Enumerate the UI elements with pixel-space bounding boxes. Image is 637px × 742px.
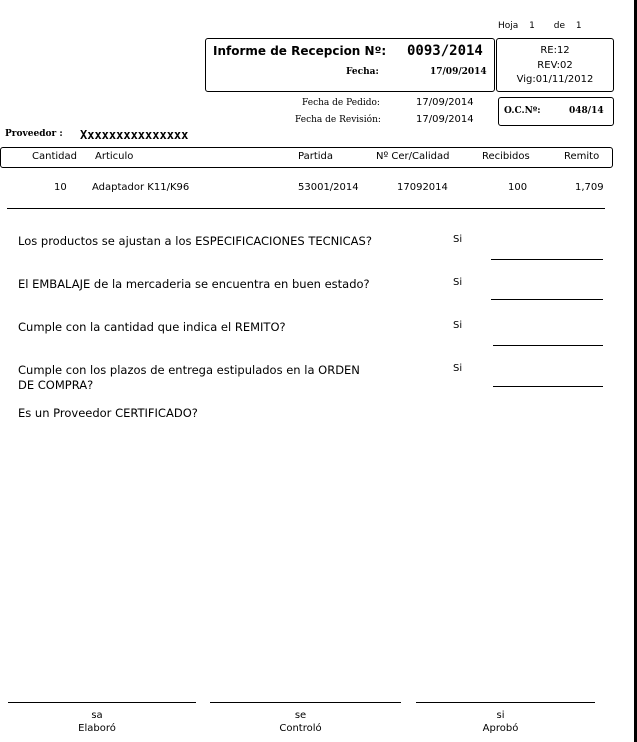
question-plazos: Cumple con los plazos de entrega estipulados en la ORDEN DE COMPRA? bbox=[18, 363, 360, 392]
oc-label: O.C.Nº: bbox=[504, 106, 541, 116]
report-header-box bbox=[205, 38, 495, 92]
signature-line-aprobo bbox=[416, 702, 595, 703]
col-recibidos: Recibidos bbox=[482, 151, 530, 162]
cell-recibidos: 100 bbox=[508, 182, 528, 193]
table-bottom-rule bbox=[7, 208, 605, 209]
fecha-revision-label: Fecha de Revisión: bbox=[295, 115, 381, 125]
cell-certificado: 17092014 bbox=[397, 182, 448, 193]
de-label: de bbox=[553, 21, 566, 31]
answer-line-plazos bbox=[493, 386, 603, 387]
re-code: RE:12 bbox=[540, 45, 570, 56]
answer-line-especificaciones bbox=[491, 259, 603, 260]
signature-initials-aprobo: si bbox=[496, 710, 505, 721]
table-header bbox=[0, 147, 613, 168]
answer-embalaje: Si bbox=[453, 277, 463, 288]
col-articulo: Articulo bbox=[95, 151, 134, 162]
signature-initials-controlo: se bbox=[294, 710, 307, 721]
answer-remito: Si bbox=[453, 320, 463, 331]
answer-plazos: Si bbox=[453, 363, 463, 374]
hoja-number: 1 bbox=[529, 21, 535, 31]
question-certificado: Es un Proveedor CERTIFICADO? bbox=[18, 406, 198, 420]
report-title: Informe de Recepcion Nº: bbox=[213, 44, 387, 58]
fecha-pedido-label: Fecha de Pedido: bbox=[302, 98, 380, 108]
question-remito: Cumple con la cantidad que indica el REMITO? bbox=[18, 320, 286, 334]
report-date-label: Fecha: bbox=[346, 67, 379, 77]
revision-box bbox=[496, 38, 614, 92]
col-cantidad: Cantidad bbox=[32, 151, 77, 162]
oc-box bbox=[498, 97, 614, 126]
cell-remito: 1,709 bbox=[575, 182, 604, 193]
cell-articulo: Adaptador K11/K96 bbox=[92, 182, 190, 193]
signature-line-elaboro bbox=[8, 702, 196, 703]
page-count bbox=[498, 21, 582, 31]
signature-role-controlo: Controló bbox=[279, 723, 322, 734]
col-certificado: Nº Cer/Calidad bbox=[376, 151, 450, 162]
proveedor-label: Proveedor : bbox=[5, 129, 63, 139]
signature-line-controlo bbox=[210, 702, 401, 703]
de-number: 1 bbox=[575, 21, 582, 31]
rev-code: REV:02 bbox=[537, 60, 573, 71]
signature-role-elaboro: Elaboró bbox=[78, 723, 116, 734]
question-embalaje: El EMBALAJE de la mercaderia se encuentra en buen estado? bbox=[18, 277, 370, 291]
table-row bbox=[0, 182, 611, 198]
vigencia: Vig:01/11/2012 bbox=[516, 74, 594, 85]
hoja-label: Hoja bbox=[498, 21, 519, 31]
col-partida: Partida bbox=[298, 151, 333, 162]
signature-initials-elaboro: sa bbox=[91, 710, 103, 721]
report-number: 0093/2014 bbox=[407, 43, 483, 59]
signature-role-aprobo: Aprobó bbox=[482, 723, 519, 734]
answer-line-embalaje bbox=[491, 299, 603, 300]
cell-partida: 53001/2014 bbox=[298, 182, 359, 193]
col-remito: Remito bbox=[564, 151, 600, 162]
report-date-value: 17/09/2014 bbox=[430, 67, 487, 77]
answer-especificaciones: Si bbox=[453, 234, 463, 245]
answer-line-remito bbox=[493, 345, 603, 346]
oc-value: 048/14 bbox=[569, 106, 604, 116]
cell-cantidad: 10 bbox=[54, 182, 67, 193]
fecha-pedido-value: 17/09/2014 bbox=[416, 97, 474, 108]
fecha-revision-value: 17/09/2014 bbox=[416, 114, 474, 125]
proveedor-value: Xxxxxxxxxxxxxxx bbox=[80, 128, 189, 142]
question-especificaciones: Los productos se ajustan a los ESPECIFICACIONES TECNICAS? bbox=[18, 234, 372, 248]
